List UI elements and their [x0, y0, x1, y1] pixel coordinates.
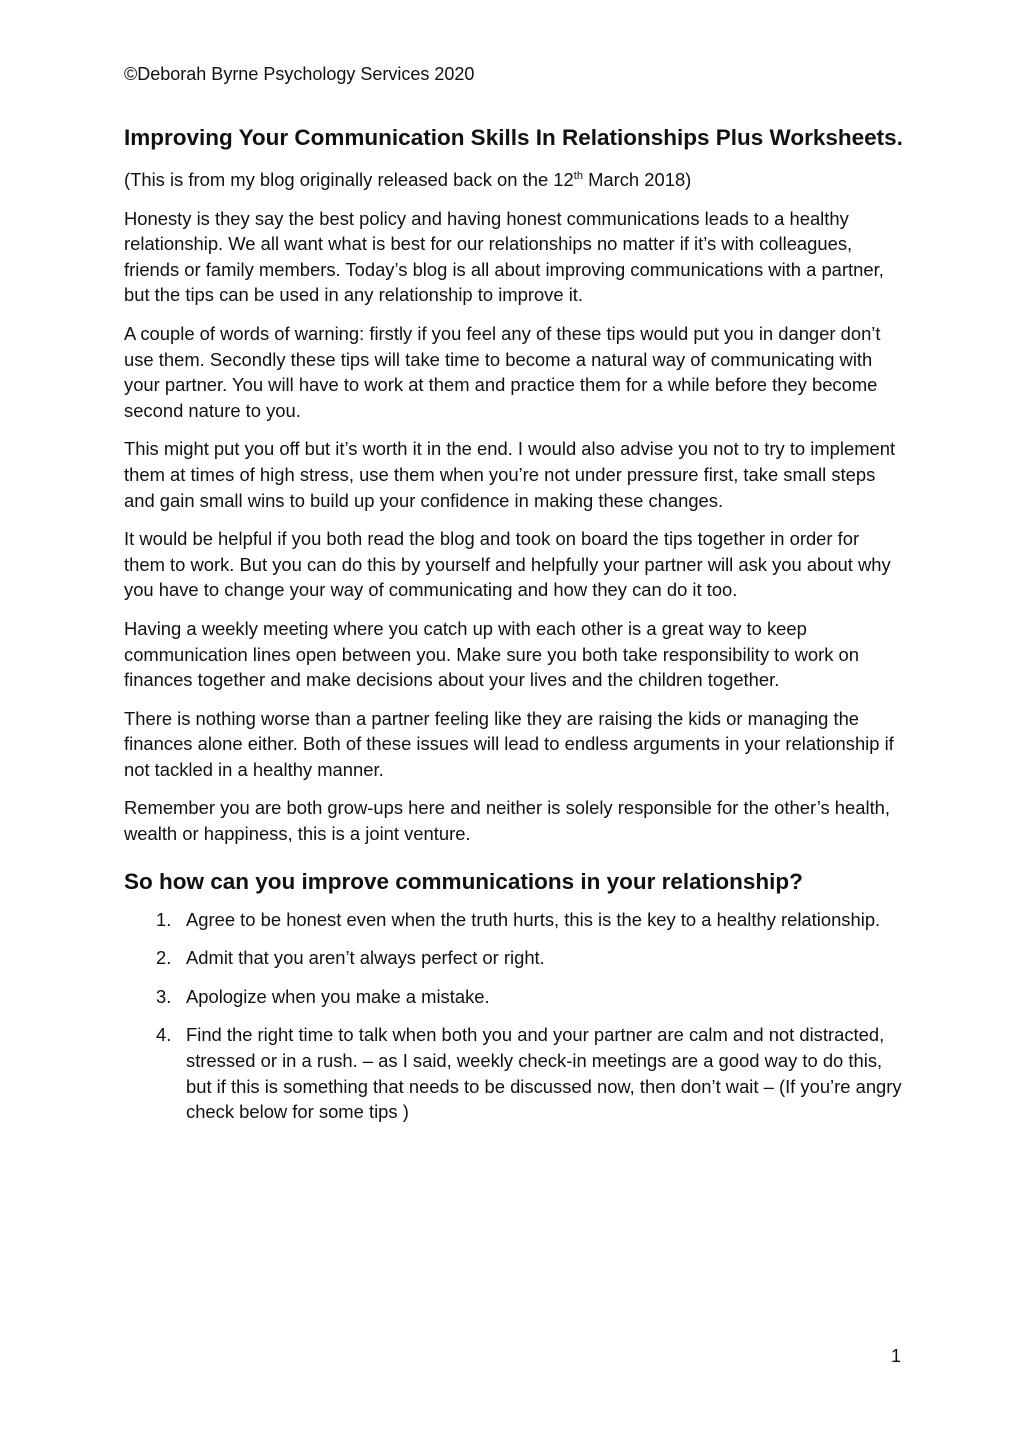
list-item-text: Find the right time to talk when both you and your partner are calm and not distracted, stressed or in a rush. – as I said, weekly check-in meetings are a good way to do this, but if this is something that needs to be discussed now, then don’t wait – (If you’re angry check below for some tips )	[186, 1024, 902, 1123]
list-item-text: Apologize when you make a mistake.	[186, 985, 490, 1007]
copyright-header: ©Deborah Byrne Psychology Services 2020	[124, 64, 475, 84]
document-title: Improving Your Communication Skills In Relationships Plus Worksheets.	[124, 125, 903, 150]
intro-note	[124, 167, 904, 193]
list-item-number: 2.	[156, 947, 172, 969]
list-item	[124, 984, 904, 1010]
section-heading: So how can you improve communications in your relationship?	[124, 868, 803, 894]
paragraph: Honesty is they say the best policy and having honest communications leads to a healthy relationship. We all want what is best for our relationships no matter if it’s with colleagues, friends or family members. Today’s blog is all about improving communications with a partner, but the tips can be used in any relationship to improve it.	[124, 207, 884, 306]
list-item	[124, 945, 904, 971]
paragraph: A couple of words of warning: firstly if you feel any of these tips would put you in danger don’t use them. Secondly these tips will take time to become a natural way of communicating with your partner. You will have to work at them and practice them for a while before they become second nature to you.	[124, 322, 881, 421]
document-page	[124, 0, 904, 1448]
paragraph: This might put you off but it’s worth it in the end. I would also advise you not to try to implement them at times of high stress, use them when you’re not under pressure first, take small steps and gain small wins to build up your confidence in making these changes.	[124, 438, 896, 511]
paragraph: Remember you are both grow-ups here and neither is solely responsible for the other’s health, wealth or happiness, this is a joint venture.	[124, 797, 891, 845]
page-number: 1	[890, 1346, 901, 1366]
list-item-number: 4.	[156, 1024, 172, 1046]
intro-note-superscript: th	[573, 169, 583, 182]
list-item-text: Admit that you aren’t always perfect or right.	[186, 947, 545, 969]
intro-note-after: March 2018)	[582, 169, 692, 190]
list-item	[124, 907, 904, 933]
paragraph: It would be helpful if you both read the blog and took on board the tips together in order for them to work. But you can do this by yourself and helpfully your partner will ask you about why you have to change your way of communicating and how they can do it too.	[124, 528, 891, 601]
list-item-number: 3.	[156, 985, 172, 1007]
intro-note-before: (This is from my blog originally released back on the 12	[124, 169, 574, 190]
list-item-number: 1.	[156, 908, 172, 930]
tips-list	[124, 907, 904, 1125]
document-body	[124, 122, 904, 1138]
list-item-text: Agree to be honest even when the truth hurts, this is the key to a healthy relationship.	[186, 908, 881, 930]
paragraph: Having a weekly meeting where you catch up with each other is a great way to keep communication lines open between you. Make sure you both take responsibility to work on finances together and make decisions about your lives and the children together.	[124, 617, 860, 691]
list-item	[124, 1022, 904, 1124]
paragraph: There is nothing worse than a partner feeling like they are raising the kids or managing the finances alone either. Both of these issues will lead to endless arguments in your relationship if not tackled in a healthy manner.	[124, 707, 894, 780]
